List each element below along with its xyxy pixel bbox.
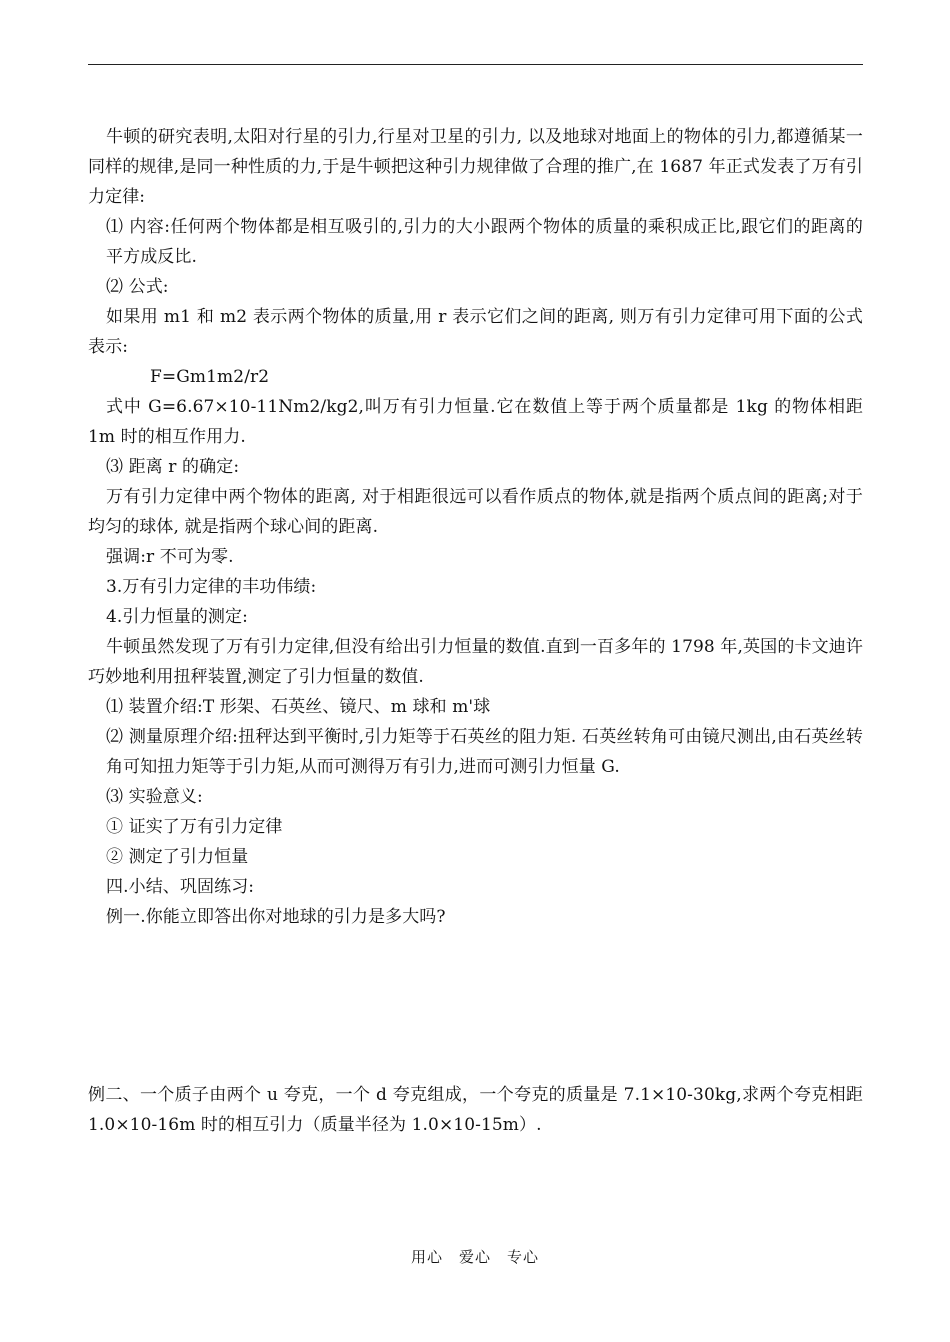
paragraph-emphasis: 强调:r 不可为零. — [106, 547, 234, 567]
paragraph-content-law: ⑴ 内容:任何两个物体都是相互吸引的,引力的大小跟两个物体的质量的乘积成正比,跟它们的距离的平方成反比. — [106, 217, 863, 267]
paragraph-principle: ⑵ 测量原理介绍:扭秤达到平衡时,引力矩等于石英丝的阻力矩. 石英丝转角可由镜尺测出,由石英丝转角可知扭力矩等于引力矩,从而可测得万有引力,进而可测引力恒量 G. — [106, 727, 863, 777]
paragraph-distance-heading: ⑶ 距离 r 的确定: — [106, 457, 240, 477]
paragraph-achievements-heading: 3.万有引力定律的丰功伟绩: — [106, 577, 317, 597]
paragraph-significance-heading: ⑶ 实验意义: — [106, 787, 203, 807]
answer-space — [88, 932, 863, 1080]
paragraph-newton-intro: 牛顿的研究表明,太阳对行星的引力,行星对卫星的引力, 以及地球对地面上的物体的引力,都遵循某一同样的规律,是同一种性质的力,于是牛顿把这种引力规律做了合理的推广,在 1687 年正式发表了万有引力定律: — [88, 127, 863, 207]
paragraph-significance-1: ① 证实了万有引力定律 — [106, 817, 283, 837]
paragraph-example-1: 例一.你能立即答出你对地球的引力是多大吗? — [106, 907, 446, 927]
paragraph-summary-heading: 四.小结、巩固练习: — [106, 877, 255, 897]
paragraph-significance-2: ② 测定了引力恒量 — [106, 847, 249, 867]
paragraph-apparatus: ⑴ 装置介绍:T 形架、石英丝、镜尺、m 球和 m'球 — [106, 697, 491, 717]
header-rule — [88, 64, 863, 65]
paragraph-cavendish: 牛顿虽然发现了万有引力定律,但没有给出引力恒量的数值.直到一百多年的 1798 年,英国的卡文迪许巧妙地利用扭秤装置,测定了引力恒量的数值. — [88, 637, 863, 687]
paragraph-distance-explanation: 万有引力定律中两个物体的距离, 对于相距很远可以看作质点的物体,就是指两个质点间的距离;对于均匀的球体, 就是指两个球心间的距离. — [88, 487, 863, 537]
paragraph-measurement-heading: 4.引力恒量的测定: — [106, 607, 248, 627]
formula-line: F=Gm1m2/r2 — [150, 367, 270, 387]
document-body — [88, 122, 863, 1140]
paragraph-formula-explanation: 如果用 m1 和 m2 表示两个物体的质量,用 r 表示它们之间的距离, 则万有引力定律可用下面的公式表示: — [88, 307, 863, 357]
paragraph-example-2: 例二、一个质子由两个 u 夸克，一个 d 夸克组成，一个夸克的质量是 7.1×10-30kg,求两个夸克相距 1.0×10-16m 时的相互引力（质量半径为 1.0×10-15m）. — [88, 1085, 863, 1135]
paragraph-gravitational-constant: 式中 G=6.67×10-11Nm2/kg2,叫万有引力恒量.它在数值上等于两个质量都是 1kg 的物体相距 1m 时的相互作用力. — [88, 397, 863, 447]
paragraph-formula-heading: ⑵ 公式: — [106, 277, 169, 297]
page-footer: 用心 爱心 专心 — [410, 1248, 539, 1266]
